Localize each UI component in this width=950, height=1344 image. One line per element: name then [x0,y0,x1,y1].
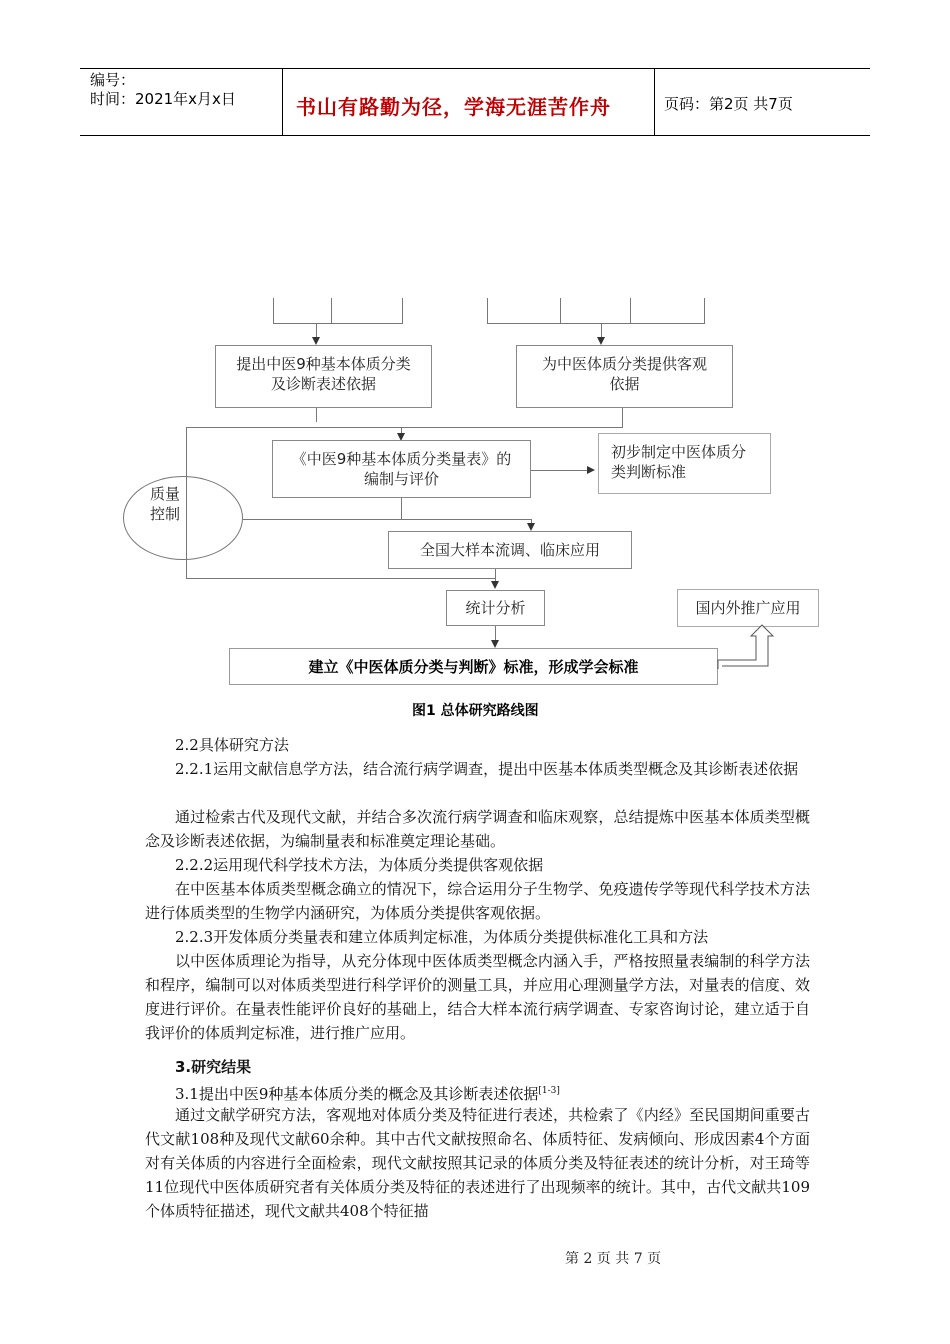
heading-2-2-3: 2.2.3开发体质分类量表和建立体质判定标准，为体质分类提供标准化工具和方法 [175,928,709,946]
heading-3: 3.研究结果 [175,1058,252,1076]
header-bottom-border [80,135,870,136]
paragraph-4: 通过文献学研究方法，客观地对体质分类及特征进行表述，共检索了《内经》至民国期间重要古代文献108种及现代文献60余种。其中古代文献按照命名、体质特征、发病倾向、形成因素4个方面对有关体质的内容进行全面检索，现代文献按照其记录的体质分类及特征表述的统计分析，对王琦等11位现代中医体质研究者有关体质分类及特征的表述进行了出现频率的统计。其中，古代文献共109个体质特征描述，现代文献共408个特征描 [145,1106,810,1220]
arrow-right [587,466,595,474]
paragraph-3: 以中医体质理论为指导，从充分体现中医体质类型概念内涵入手，严格按照量表编制的科学方法和程序，编制可以对体质类型进行科学评价的测量工具，并应用心理测量学方法，对量表的信度、效度进行评价。在量表性能评价良好的基础上，结合大样本流行病学调查、专家咨询讨论，建立适于自我评价的体质判定标准，进行推广应用。 [145,952,810,1042]
header-page-label: 页码：第2页 共7页 [664,95,793,113]
figure-caption: 图1 总体研究路线图 [412,703,539,719]
connector [402,298,403,324]
box-initial-standard [598,433,771,494]
citation-ref: [1-3] [538,1086,560,1096]
connector [630,298,631,324]
connector [495,626,496,640]
connector [487,323,705,324]
header-divider-left [282,68,283,136]
box-scale [272,440,531,498]
connector [495,569,496,581]
connector [186,578,496,579]
box-standard-text: 建立《中医体质分类与判断》标准，形成学会标准 [308,658,639,676]
connector [316,408,317,422]
connector [243,519,532,520]
arrow-down [527,523,535,531]
arrow-down [491,581,499,589]
bent-hollow-arrow [716,624,776,670]
paragraph-2: 在中医基本体质类型概念确立的情况下，综合运用分子生物学、免疫遗传学等现代科学技术方法进行体质类型的生物学内涵研究，为体质分类提供客观依据。 [145,880,810,922]
page-footer: 第 2 页 共 7 页 [565,1251,662,1267]
box-standard [229,648,718,685]
box-promotion-text: 国内外推广应用 [695,599,801,617]
quality-control-text: 质量控制 [150,485,181,523]
connector [601,323,602,337]
arrow-down [597,337,605,345]
connector [331,298,332,324]
header-number-label: 编号： [90,71,136,89]
box-statistics [446,590,545,626]
connector [531,470,587,471]
connector [273,323,403,324]
box-survey-text: 全国大样本流调、临床应用 [419,541,600,559]
connector [401,498,402,520]
connector [704,298,705,324]
header-divider-right [654,68,655,136]
arrow-down [491,640,499,648]
box-basic-types-text: 提出中医9种基本体质分类及诊断表述依据 [236,355,411,393]
box-objective-basis [516,345,733,408]
header-motto: 书山有路勤为径，学海无涯苦作舟 [296,95,611,119]
box-survey [388,531,632,569]
paragraph-1: 通过检索古代及现代文献，并结合多次流行病学调查和临床观察，总结提炼中医基本体质类型概念及诊断表述依据，为编制量表和标准奠定理论基础。 [145,808,810,850]
connector [316,323,317,337]
box-initial-standard-text: 初步制定中医体质分类判断标准 [611,443,747,481]
heading-2-2: 2.2具体研究方法 [175,736,289,754]
arrow-down [312,337,320,345]
connector [487,298,488,324]
connector [186,427,623,428]
heading-2-2-1: 2.2.1运用文献信息学方法，结合流行病学调查，提出中医基本体质类型概念及其诊断表述依据 [175,760,799,778]
box-objective-basis-text: 为中医体质分类提供客观依据 [541,355,707,393]
heading-3-1-text: 3.1提出中医9种基本体质分类的概念及其诊断表述依据 [175,1085,539,1103]
connector [273,298,274,324]
header-top-border [80,68,870,69]
heading-3-1 [145,1079,810,1106]
box-promotion [677,589,819,627]
header-time-label: 时间：2021年x月x日 [90,90,236,108]
connector [622,408,623,428]
connector [560,298,561,324]
box-basic-types [215,345,432,408]
box-scale-text: 《中医9种基本体质分类量表》的编制与评价 [291,450,512,488]
heading-2-2-2: 2.2.2运用现代科学技术方法，为体质分类提供客观依据 [175,856,544,874]
box-statistics-text: 统计分析 [465,599,526,617]
